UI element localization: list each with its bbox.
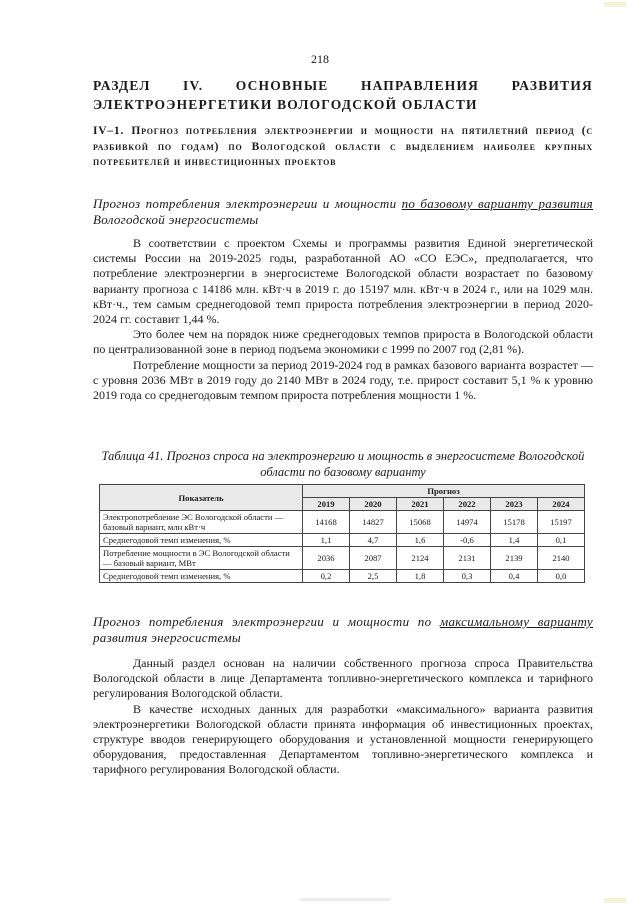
cell: 0,3 <box>444 570 491 583</box>
forecast-table <box>99 484 585 583</box>
table-row <box>100 570 585 583</box>
year-header: 2020 <box>350 498 397 511</box>
cell: 15068 <box>397 511 444 534</box>
cell: 2124 <box>397 547 444 570</box>
cell: 2,5 <box>350 570 397 583</box>
max-heading-underlined: максимальному варианту <box>439 614 593 629</box>
cell: 1,6 <box>397 534 444 547</box>
page-number: 218 <box>311 52 329 66</box>
max-heading-pre: Прогноз потребления электроэнергии и мощности по <box>93 614 440 629</box>
table-row <box>100 534 585 547</box>
cell: 2087 <box>350 547 397 570</box>
year-header: 2022 <box>444 498 491 511</box>
col-indicator-header: Показатель <box>100 485 303 511</box>
cell: 0,0 <box>538 570 585 583</box>
table-caption: Таблица 41. Прогноз спроса на электроэнергию и мощность в энергосистеме Вологодской области по базовому варианту <box>101 449 585 479</box>
paragraph: Это более чем на порядок ниже среднегодовых темпов прироста в Вологодской области по централизованной зоне в период подъема экономики с 1999 по 2007 год (2,81 %). <box>93 327 593 357</box>
cell: 4,7 <box>350 534 397 547</box>
corner-mark-bottom <box>604 898 626 903</box>
table-row <box>100 511 585 534</box>
max-heading-post: развития энергосистемы <box>93 630 241 645</box>
footer-mark <box>300 898 390 901</box>
cell: 2131 <box>444 547 491 570</box>
base-heading-pre: Прогноз потребления электроэнергии и мощности <box>93 196 402 211</box>
year-header: 2023 <box>491 498 538 511</box>
corner-mark-top <box>604 2 626 7</box>
cell: 2140 <box>538 547 585 570</box>
cell: 2036 <box>303 547 350 570</box>
year-header: 2021 <box>397 498 444 511</box>
row-label: Потребление мощности в ЭС Вологодской области — базовый вариант, МВт <box>100 547 303 570</box>
year-header: 2019 <box>303 498 350 511</box>
cell: 1,1 <box>303 534 350 547</box>
cell: 0,2 <box>303 570 350 583</box>
paragraph: В соответствии с проектом Схемы и программы развития Единой энергетической системы России на 2019-2025 годы, разработанной АО «СО ЕЭС», предполагается, что потребление электроэнергии в энергосистеме Вологодской области возрастает по базовому варианту прогноза с 14186 млн. кВт·ч в 2019 г. до 15197 млн. кВт·ч в 2024 г., или на 1029 млн. кВт·ч., тем самым среднегодовой темп прироста потребления электроэнергии в период 2020-2024 гг. составит 1,44 %. <box>93 236 593 327</box>
cell: 1,4 <box>491 534 538 547</box>
cell: 2139 <box>491 547 538 570</box>
cell: 14974 <box>444 511 491 534</box>
year-header: 2024 <box>538 498 585 511</box>
max-variant-text <box>93 656 593 778</box>
row-label: Среднегодовой темп изменения, % <box>100 570 303 583</box>
table-header-row <box>100 485 585 498</box>
row-label: Среднегодовой темп изменения, % <box>100 534 303 547</box>
paragraph: Потребление мощности за период 2019-2024 год в рамках базового варианта возрастет — с уровня 2036 МВт в 2019 году до 2140 МВт в 2024 году, т.е. прирост составит 5,1 % к уровню 2019 года со среднегодовым темпом прироста потребления мощности 1 %. <box>93 357 593 403</box>
base-variant-heading <box>93 196 593 228</box>
base-heading-post: Вологодской энергосистемы <box>93 212 259 227</box>
cell: 15178 <box>491 511 538 534</box>
cell: 14827 <box>350 511 397 534</box>
cell: 0,4 <box>491 570 538 583</box>
paragraph: Данный раздел основан на наличии собственного прогноза спроса Правительства Вологодской области в лице Департамента топливно-энергетического комплекса и тарифного регулирования Вологодской области. <box>93 656 593 701</box>
col-forecast-header: Прогноз <box>303 485 585 498</box>
row-label: Электропотребление ЭС Вологодской области — базовый вариант, млн кВт·ч <box>100 511 303 534</box>
section-title: РАЗДЕЛ IV. ОСНОВНЫЕ НАПРАВЛЕНИЯ РАЗВИТИЯ ЭЛЕКТРОЭНЕРГЕТИКИ ВОЛОГОДСКОЙ ОБЛАСТИ <box>93 78 593 112</box>
cell: 0,1 <box>538 534 585 547</box>
base-heading-underlined: по базовому варианту развития <box>401 196 593 211</box>
base-variant-text <box>93 236 593 403</box>
cell: 1,8 <box>397 570 444 583</box>
table-row <box>100 547 585 570</box>
subsection-title: IV–1. Прогноз потребления электроэнергии и мощности на пятилетний период (с разбивкой по годам) по Вологодской области с выделением наиболее крупных потребителей и инвестиционных проектов <box>93 125 593 168</box>
cell: -0,6 <box>444 534 491 547</box>
paragraph: В качестве исходных данных для разработки «максимального» варианта развития электроэнергетики Вологодской области принята информация об инвестиционных проектах, структуре вводов генерирующего оборудования и установленной мощности генерирующего оборудования, предоставленная Департаментом топливно-энергетического комплекса и тарифного регулирования Вологодской области. <box>93 701 593 777</box>
max-variant-heading <box>93 614 593 646</box>
cell: 14168 <box>303 511 350 534</box>
cell: 15197 <box>538 511 585 534</box>
